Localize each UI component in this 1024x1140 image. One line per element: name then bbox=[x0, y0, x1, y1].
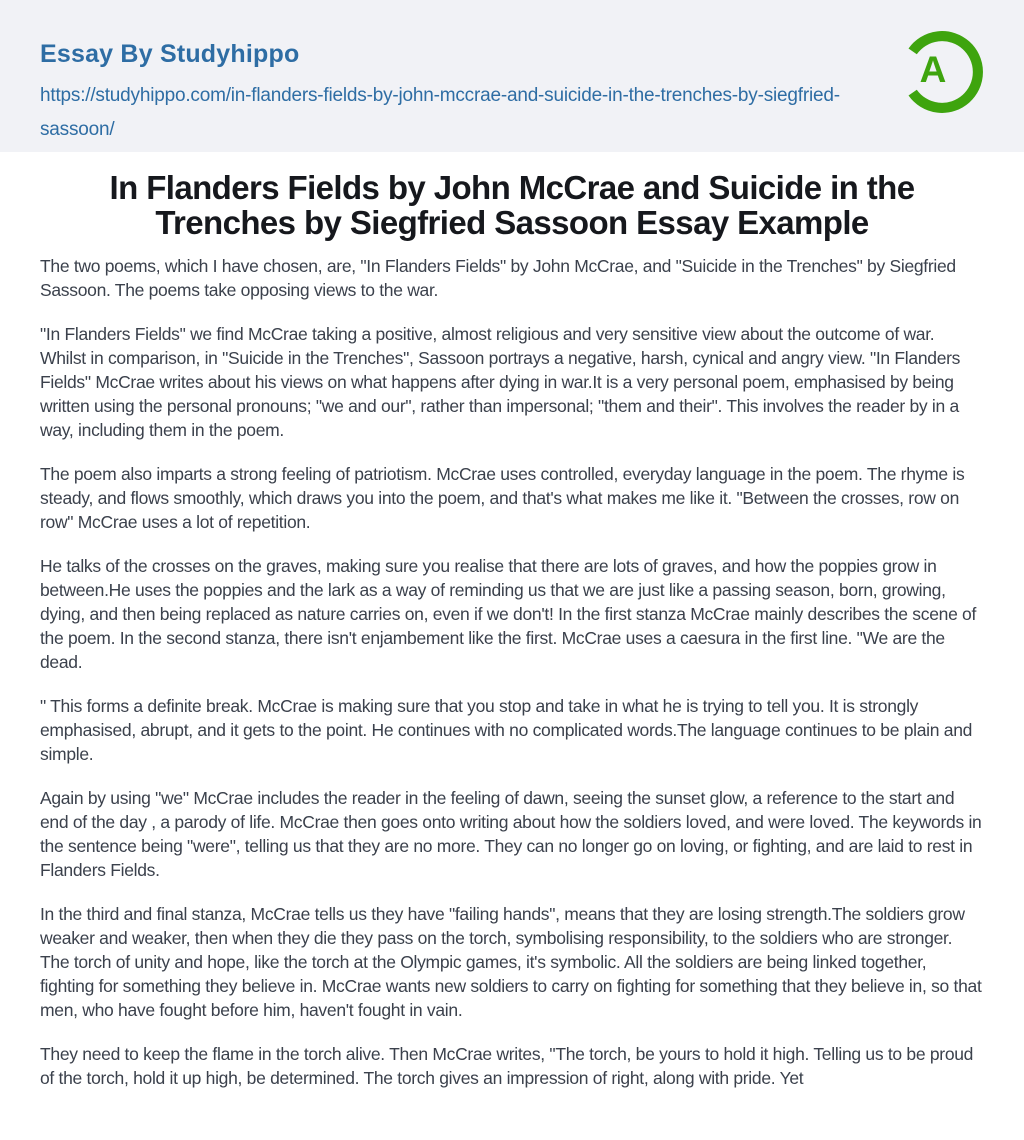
essay-paragraph: They need to keep the flame in the torch alive. Then McCrae writes, "The torch, be yours to hold it high. Telling us to be proud of the torch, hold it up high, be determined. The torch gives an impression of right, along with pride. Yet bbox=[40, 1044, 974, 1088]
logo-letter: A bbox=[919, 49, 947, 90]
essay-content bbox=[0, 152, 1024, 1140]
essay-paragraph: "In Flanders Fields" we find McCrae taking a positive, almost religious and very sensitive view about the outcome of war. Whilst in comparison, in "Suicide in the Trenches", Sassoon portrays a negative, harsh, cynical and angry view. "In Flanders Fields" McCrae writes about his views on what happens after dying in war.It is a very personal poem, emphasised by being written using the personal pronouns; "we and our", rather than impersonal; "them and their". This involves the reader by in a way, including them in the poem. bbox=[40, 324, 961, 440]
essay-paragraph: In the third and final stanza, McCrae tells us they have "failing hands", means that they are losing strength.The soldiers grow weaker and weaker, then when they die they pass on the torch, symbolising responsibility, to the soldiers who are stronger. The torch of unity and hope, like the torch at the Olympic games, it's symbolic. All the soldiers are being linked together, fighting for something they believe in. McCrae wants new soldiers to carry on fighting for something that they believe in, so that men, who have fought before him, haven't fought in vain. bbox=[40, 904, 982, 1020]
essay-paragraph: " This forms a definite break. McCrae is making sure that you stop and take in what he is trying to tell you. It is strongly emphasised, abrupt, and it gets to the point. He continues with no complicated words.The language continues to be plain and simple. bbox=[40, 696, 973, 764]
essay-paragraph: Again by using "we" McCrae includes the reader in the feeling of dawn, seeing the sunset glow, a reference to the start and end of the day , a parody of life. McCrae then goes onto writing about how the soldiers loved, and were loved. The keywords in the sentence being "were", telling us that they are no more. They can no longer go on loving, or fighting, and are laid to rest in Flanders Fields. bbox=[40, 788, 982, 880]
essay-paragraph: He talks of the crosses on the graves, making sure you realise that there are lots of graves, and how the poppies grow in between.He uses the poppies and the lark as a way of reminding us that we are just like a passing season, born, growing, dying, and then being replaced as nature carries on, even if we don't! In the first stanza McCrae mainly describes the scene of the poem. In the second stanza, there isn't enjambement like the first. McCrae uses a caesura in the first line. "We are the dead. bbox=[40, 556, 977, 672]
essay-paragraph: The poem also imparts a strong feeling of patriotism. McCrae uses controlled, everyday language in the poem. The rhyme is steady, and flows smoothly, which draws you into the poem, and that's what makes me like it. "Between the crosses, row on row" McCrae uses a lot of repetition. bbox=[40, 464, 965, 532]
essay-paragraph: The two poems, which I have chosen, are, "In Flanders Fields" by John McCrae, and "Suicide in the Trenches" by Siegfried Sassoon. The poems take opposing views to the war. bbox=[40, 256, 956, 300]
header bbox=[0, 0, 1024, 152]
studyhippo-logo-icon bbox=[896, 26, 988, 118]
essay-title: In Flanders Fields by John McCrae and Suicide in the Trenches by Siegfried Sassoon Essay Example bbox=[109, 169, 915, 241]
essay-url-link[interactable]: https://studyhippo.com/in-flanders-fields-by-john-mccrae-and-suicide-in-the-trenches-by-siegfried-sassoon/ bbox=[40, 85, 840, 140]
site-title: Essay By Studyhippo bbox=[40, 40, 300, 68]
